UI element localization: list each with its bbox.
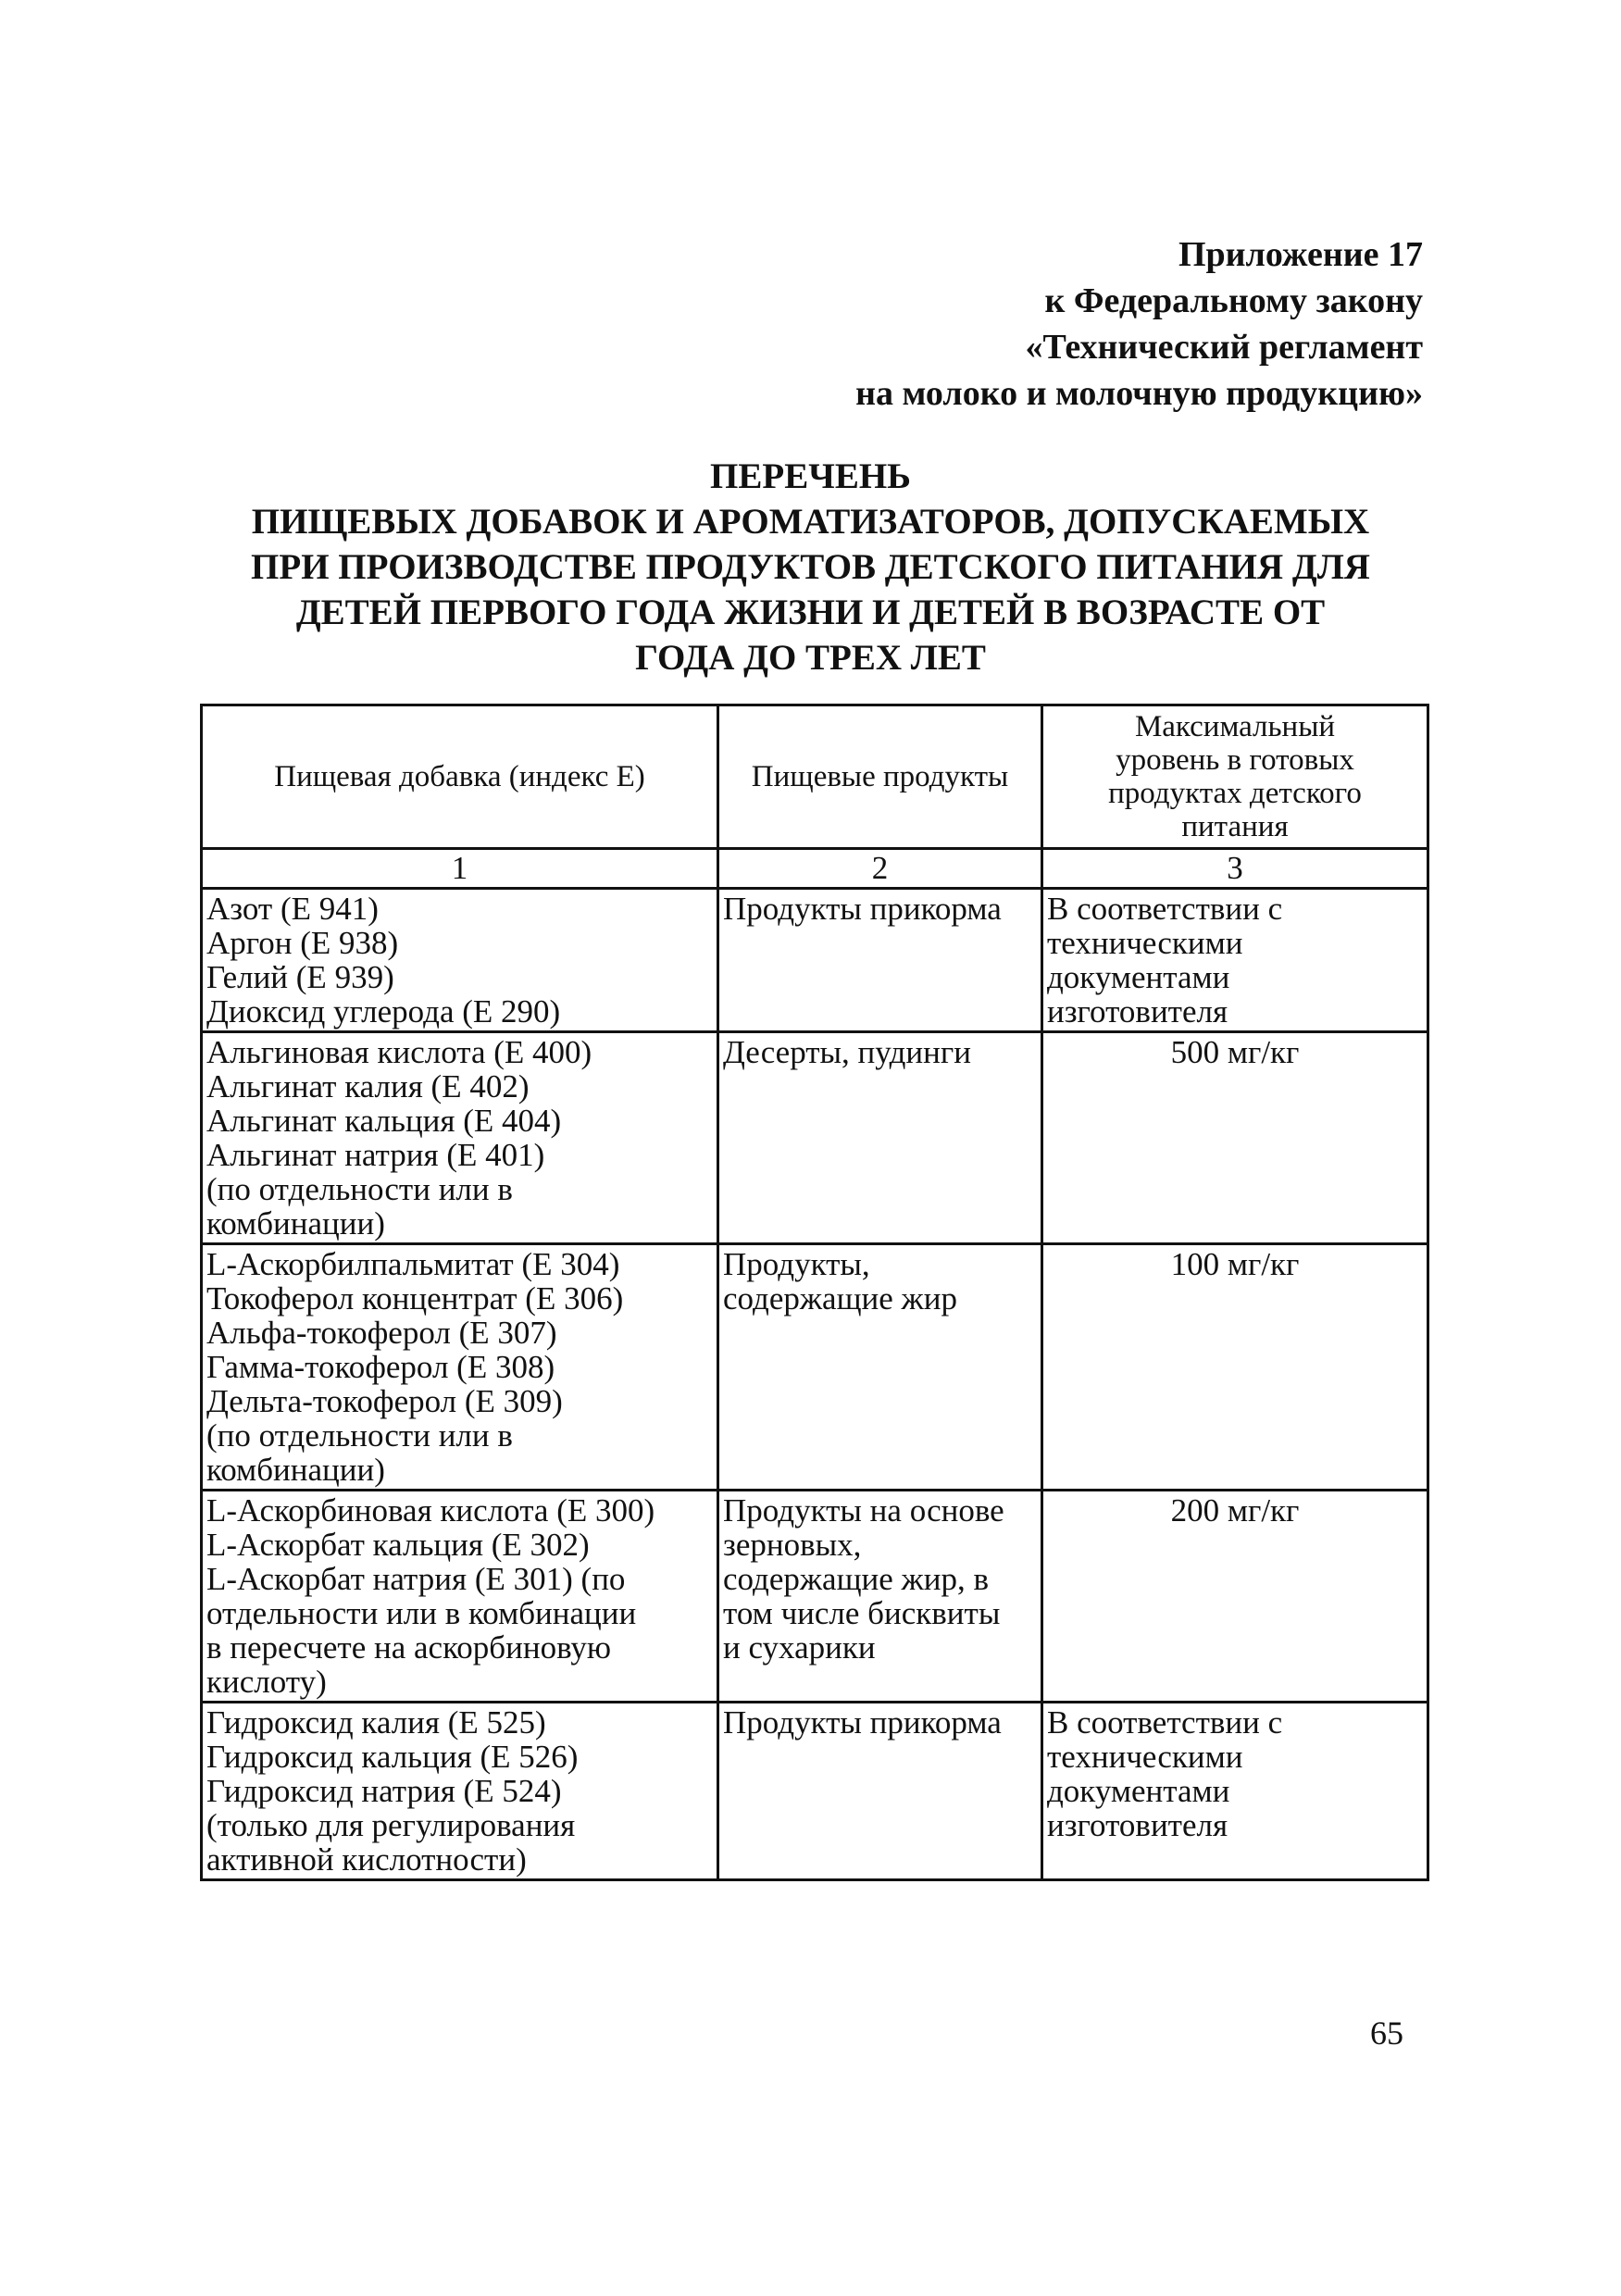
header-max-level [1042,705,1428,849]
cell-line: Гидроксид натрия (Е 524) [206,1773,562,1809]
cell-line: 500 мг/кг [1170,1034,1300,1070]
cell-line: Продукты прикорма [723,891,1002,927]
page-number: 65 [1370,2015,1403,2052]
header-text: питания [1181,810,1289,843]
table-header-row [202,705,1428,849]
cell-line: (только для регулирования [206,1807,576,1843]
title-line: ДЕТЕЙ ПЕРВОГО ГОДА ЖИЗНИ И ДЕТЕЙ В ВОЗРАСТЕ ОТ [295,593,1326,632]
cell-line: L-Аскорбат кальция (Е 302) [206,1527,590,1563]
level-cell [1042,1032,1428,1244]
column-number: 3 [1042,849,1428,889]
cell-line: Гидроксид кальция (Е 526) [206,1739,579,1775]
table-row [202,1491,1428,1703]
level-cell [1042,1703,1428,1880]
column-number-row [202,849,1428,889]
header-text: Пищевые продукты [751,760,1009,793]
header-text: уровень в готовых [1116,743,1354,777]
cell-line: (по отдельности или в [206,1417,513,1454]
cell-line: в пересчете на аскорбиновую [206,1629,612,1666]
products-cell [718,1491,1042,1703]
level-cell [1042,1244,1428,1491]
cell-line: Альгинат калия (Е 402) [206,1068,530,1104]
additive-cell [202,1703,718,1880]
cell-line: Десерты, пудинги [723,1034,971,1070]
column-number: 1 [202,849,718,889]
cell-line: комбинации) [206,1205,385,1242]
cell-line: 100 мг/кг [1170,1246,1300,1282]
header-additive [202,705,718,849]
header-products [718,705,1042,849]
cell-line: 200 мг/кг [1170,1492,1300,1529]
title-line: ГОДА ДО ТРЕХ ЛЕТ [635,638,986,678]
table-row [202,1032,1428,1244]
title-line: ПЕРЕЧЕНЬ [710,456,911,496]
header-text: Пищевая добавка (индекс Е) [274,760,645,793]
appendix-line: на молоко и молочную продукцию» [855,374,1423,413]
table-row [202,889,1428,1032]
document-title [185,454,1436,680]
cell-line: L-Аскорбат натрия (Е 301) (по [206,1561,626,1597]
cell-line: Продукты на основе [723,1492,1004,1529]
cell-line: изготовителя [1047,1807,1228,1843]
cell-line: В соответствии с [1047,1704,1283,1741]
appendix-header [590,231,1423,417]
products-cell [718,1032,1042,1244]
cell-line: Гамма-токоферол (Е 308) [206,1349,555,1385]
level-cell [1042,1491,1428,1703]
cell-line: Азот (Е 941) [206,891,379,927]
cell-line: (по отдельности или в [206,1171,513,1207]
cell-line: Альгинат натрия (Е 401) [206,1137,545,1173]
cell-line: Продукты, [723,1246,870,1282]
cell-line: Дельта-токоферол (Е 309) [206,1383,563,1419]
cell-line: изготовителя [1047,993,1228,1029]
additive-cell [202,1491,718,1703]
cell-line: зерновых, [723,1527,862,1563]
cell-line: L-Аскорбиновая кислота (Е 300) [206,1492,655,1529]
cell-line: Токоферол концентрат (Е 306) [206,1280,624,1316]
additive-cell [202,889,718,1032]
additive-cell [202,1032,718,1244]
cell-line: документами [1047,1773,1230,1809]
cell-line: Альгиновая кислота (Е 400) [206,1034,592,1070]
cell-line: содержащие жир [723,1280,957,1316]
appendix-line: к Федеральному закону [1044,281,1423,320]
cell-line: техническими [1047,1739,1243,1775]
appendix-line: «Технический регламент [1025,328,1423,367]
products-cell [718,1244,1042,1491]
column-number: 2 [718,849,1042,889]
cell-line: активной кислотности) [206,1841,527,1878]
cell-line: Альфа-токоферол (Е 307) [206,1315,557,1351]
cell-line: документами [1047,959,1230,995]
cell-line: Гелий (Е 939) [206,959,394,995]
cell-line: отдельности или в комбинации [206,1595,637,1631]
products-cell [718,889,1042,1032]
title-line: ПИЩЕВЫХ ДОБАВОК И АРОМАТИЗАТОРОВ, ДОПУСКАЕМЫХ [251,502,1370,542]
cell-line: Альгинат кальция (Е 404) [206,1103,562,1139]
cell-line: том числе бисквиты [723,1595,1001,1631]
cell-line: содержащие жир, в [723,1561,989,1597]
level-cell [1042,889,1428,1032]
title-line: ПРИ ПРОИЗВОДСТВЕ ПРОДУКТОВ ДЕТСКОГО ПИТАНИЯ ДЛЯ [251,547,1370,587]
cell-line: Аргон (Е 938) [206,925,399,961]
cell-line: L-Аскорбилпальмитат (Е 304) [206,1246,620,1282]
additive-cell [202,1244,718,1491]
cell-line: комбинации) [206,1452,385,1488]
cell-line: кислоту) [206,1664,327,1700]
cell-line: В соответствии с [1047,891,1283,927]
cell-line: Продукты прикорма [723,1704,1002,1741]
cell-line: Гидроксид калия (Е 525) [206,1704,546,1741]
table-row [202,1244,1428,1491]
cell-line: и сухарики [723,1629,876,1666]
products-cell [718,1703,1042,1880]
cell-line: техническими [1047,925,1243,961]
header-text: Максимальный [1134,710,1336,743]
table-row [202,1703,1428,1880]
cell-line: Диоксид углерода (Е 290) [206,993,561,1029]
additives-table [200,704,1429,1881]
appendix-line: Приложение 17 [1178,235,1423,274]
header-text: продуктах детского [1108,777,1362,810]
